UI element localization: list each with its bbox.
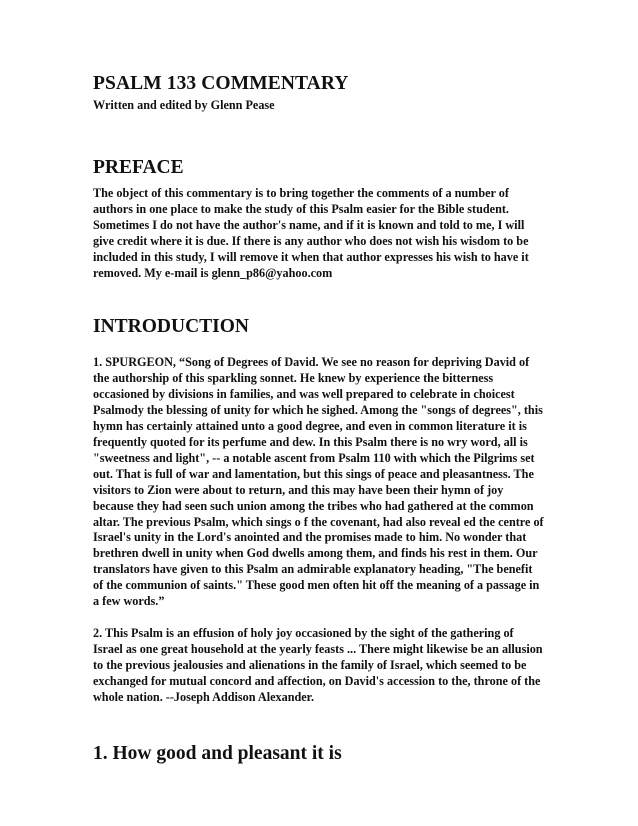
document-page [93, 72, 545, 766]
preface-paragraph: The object of this commentary is to bring together the comments of a number of authors in one place to make the study of this Psalm easier for the Bible student. Sometimes I do not have the author's name, and if it is known and told to me, I will give credit where it is due. If there is any author who does not wish his wisdom to be included in this study, I will remove it when that author expresses his wish to have it removed. My e-mail is glenn_p86@yahoo.com [93, 186, 529, 280]
preface-heading: PREFACE [93, 157, 184, 178]
verse-heading: 1. How good and pleasant it is [93, 743, 342, 765]
introduction-paragraph-1: 1. SPURGEON, “Song of Degrees of David. We see no reason for depriving David of the authorship of this sparkling sonnet. He knew by experience the bitterness occasioned by divisions in families, and was well prepared to celebrate in choicest Psalmody the blessing of unity for which he sighed. Among the "songs of degrees", this hymn has certainly attained unto a good degree, and even in common literature it is frequently quoted for its perfume and dew. In this Psalm there is no wry word, all is "sweetness and light", -- a notable ascent from Psalm 110 with which the Pilgrims set out. That is full of war and lamentation, but this sings of peace and pleasantness. The visitors to Zion were about to return, and this may have been their hymn of joy because they had seen such union among the tribes who had gathered at the common altar. The previous Psalm, which sings o f the covenant, had also reveal ed the centre of Israel's unity in the Lord's anointed and the promises made to him. No wonder that brethren dwell in unity when God dwells among them, and finds his rest in them. Our translators have given to this Psalm an admirable explanatory heading, "The benefit of the communion of saints." These good men often hit off the meaning of a passage in a few words.” [93, 355, 544, 609]
introduction-paragraph-2: 2. This Psalm is an effusion of holy joy occasioned by the sight of the gathering of Israel as one great household at the yearly feasts ... There might likewise be an allusion to the previous jealousies and alienations in the family of Israel, which seemed to be exchanged for mutual concord and affection, on David's accession to the, throne of the whole nation. --Joseph Addison Alexander. [93, 625, 543, 704]
introduction-heading: INTRODUCTION [93, 316, 250, 338]
document-title: PSALM 133 COMMENTARY [93, 73, 349, 94]
document-subtitle: Written and edited by Glenn Pease [93, 98, 275, 112]
